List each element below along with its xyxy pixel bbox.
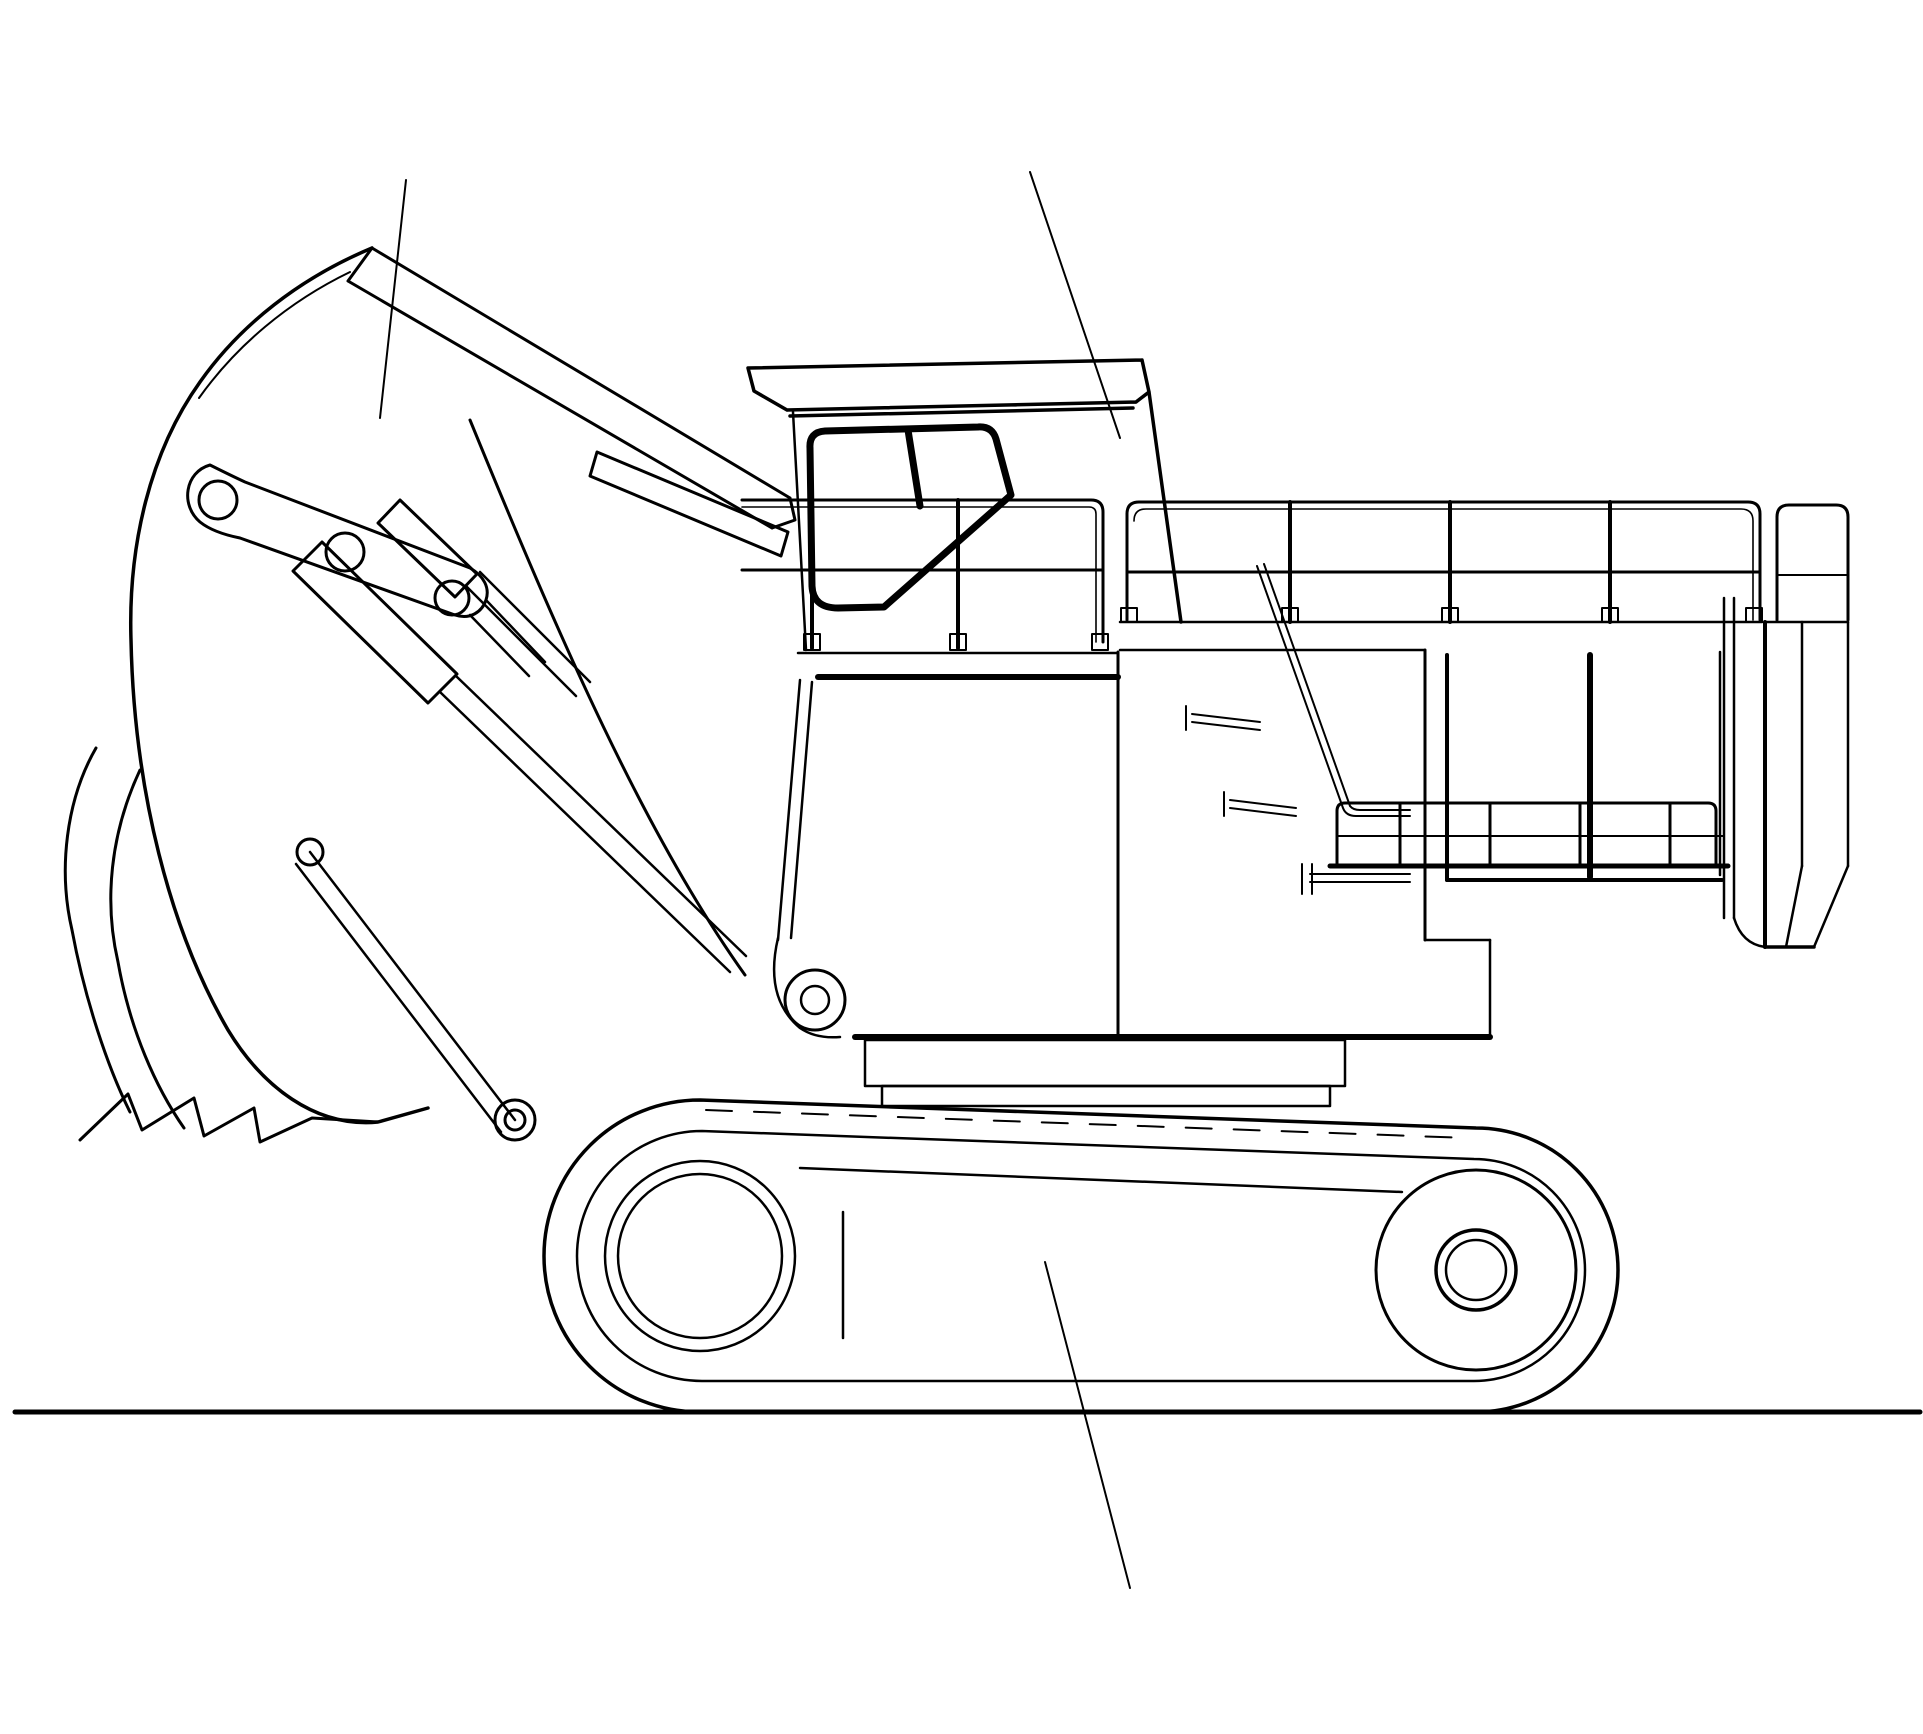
clam-link — [296, 852, 515, 1132]
drive-sprocket — [1376, 1170, 1576, 1370]
boom-foot-pivot — [785, 970, 845, 1030]
leader-line-bullclam — [380, 180, 406, 418]
track-inner-band — [577, 1131, 1585, 1381]
railing-section-deck — [1121, 502, 1762, 622]
boom — [348, 248, 795, 975]
lever-pin-hole — [435, 581, 469, 615]
track-frame-top-edge — [800, 1168, 1402, 1192]
superstructure-drawing — [742, 360, 1848, 1037]
railing-section-rear — [1777, 505, 1848, 620]
leader-line-undercarriage — [1045, 1262, 1130, 1588]
upper-link — [590, 452, 788, 556]
clam-jaw — [65, 748, 535, 1142]
bullclam-equipment-drawing — [65, 248, 795, 1142]
body-shell — [774, 622, 1762, 1037]
lower-walkway-railing — [1330, 803, 1728, 866]
access-ladder — [1724, 598, 1765, 947]
cab-front-edge — [793, 412, 806, 650]
boom-lower-edge — [470, 420, 745, 975]
hydraulic-cylinder-main — [293, 542, 746, 972]
crawler-track — [544, 1100, 1618, 1412]
body-front-edge — [778, 680, 812, 940]
track-outer-band — [544, 1100, 1618, 1412]
rear-body-block — [1765, 622, 1848, 947]
lever-pin-hole — [199, 481, 237, 519]
cab-window-divider — [908, 430, 920, 506]
engine-grille — [1447, 652, 1722, 880]
idler-wheel — [605, 1161, 795, 1351]
deck-railings — [742, 500, 1848, 650]
undercarriage-drawing — [544, 1100, 1618, 1412]
leader-line-superstructure — [1030, 172, 1120, 438]
slew-pedestal — [855, 1037, 1490, 1106]
